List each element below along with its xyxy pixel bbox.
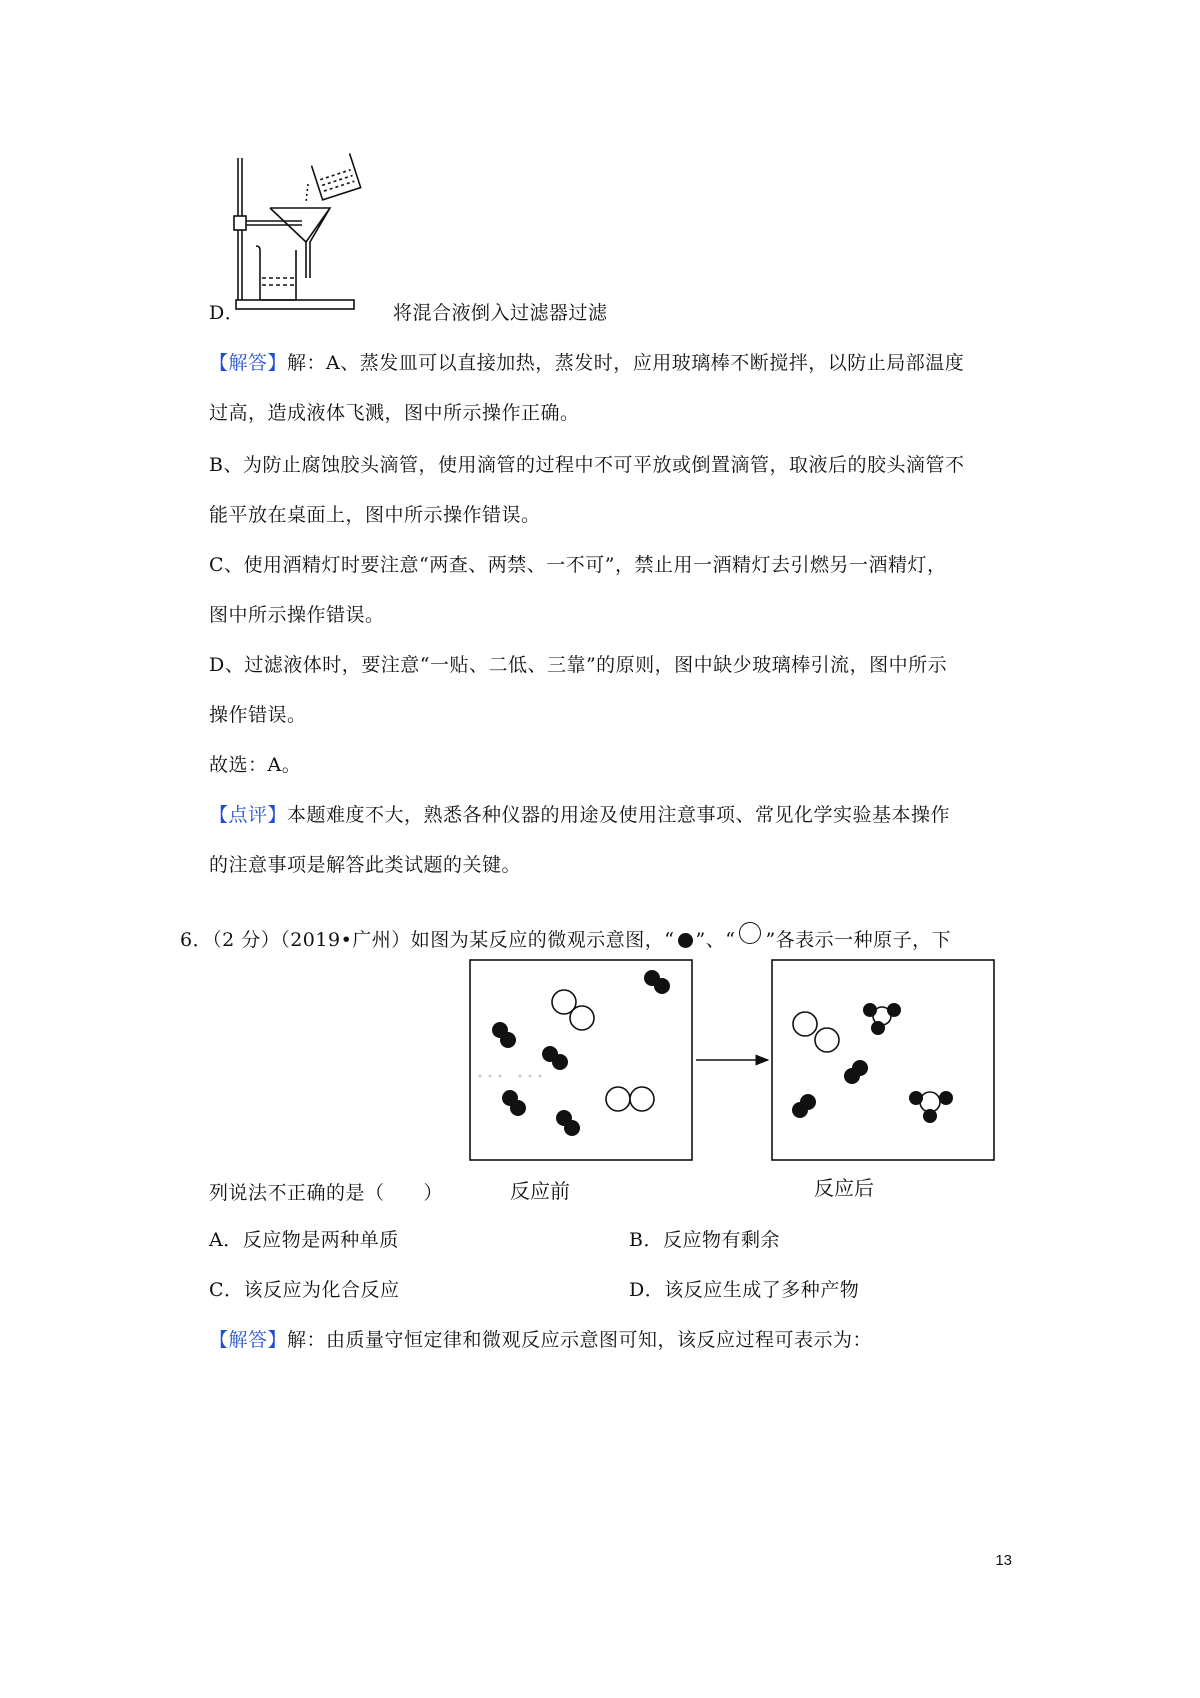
- answer-line-4: 能平放在桌面上，图中所示操作错误。: [209, 504, 541, 526]
- page-number: 13: [995, 1552, 1012, 1569]
- answer-tag: 【解答】: [209, 352, 288, 374]
- option-a: A．反应物是两种单质: [209, 1229, 399, 1251]
- before-label: 反应前: [510, 1181, 570, 1203]
- answer-line-6: 图中所示操作错误。: [209, 604, 385, 626]
- answer6-line: 【解答】解：由质量守恒定律和微观反应示意图可知，该反应过程可表示为：: [209, 1329, 873, 1351]
- white-atom-icon: [739, 922, 761, 944]
- option-d: D．该反应生成了多种产物: [629, 1279, 860, 1301]
- question6-line2: 列说法不正确的是（ ）: [209, 1182, 444, 1204]
- answer-line-5: C、使用酒精灯时要注意“两查、两禁、一不可”，禁止用一酒精灯去引燃另一酒精灯，: [209, 554, 947, 576]
- answer-line-9: 故选：A。: [209, 754, 302, 776]
- option-d-caption: 将混合液倒入过滤器过滤: [393, 302, 608, 324]
- answer-line-2: 过高，造成液体飞溅，图中所示操作正确。: [209, 402, 580, 424]
- comment-line-2: 的注意事项是解答此类试题的关键。: [209, 854, 522, 876]
- option-d-label: D．: [209, 302, 245, 324]
- option-row-1: [209, 1227, 399, 1253]
- option-b: B．反应物有剩余: [629, 1229, 780, 1251]
- after-label: 反应后: [814, 1178, 874, 1200]
- answer6-tag: 【解答】: [209, 1329, 288, 1351]
- answer-line-8: 操作错误。: [209, 704, 307, 726]
- after-box: [772, 960, 994, 1160]
- answer-line-3: B、为防止腐蚀胶头滴管，使用滴管的过程中不可平放或倒置滴管，取液后的胶头滴管不: [209, 454, 965, 476]
- answer-line-7: D、过滤液体时，要注意“一贴、二低、三靠”的原则，图中缺少玻璃棒引流，图中所示: [209, 654, 948, 676]
- comment-tag: 【点评】: [209, 804, 288, 826]
- filtration-apparatus-figure: [226, 150, 366, 330]
- option-d-row: [209, 300, 608, 326]
- question6-stem: 6．（2 分）（2019•广州）如图为某反应的微观示意图，“ ”、“ ”各表示一种原子，下: [180, 922, 951, 953]
- option-c: C．该反应为化合反应: [209, 1279, 400, 1301]
- answer-line-1: 【解答】解：A、蒸发皿可以直接加热，蒸发时，应用玻璃棒不断搅拌，以防止局部温度: [209, 352, 965, 374]
- option-row-2: [209, 1277, 400, 1303]
- comment-line-1: 【点评】本题难度不大，熟悉各种仪器的用途及使用注意事项、常见化学实验基本操作: [209, 804, 951, 826]
- reaction-diagram: [460, 950, 1020, 1210]
- black-atom-icon: [678, 933, 693, 948]
